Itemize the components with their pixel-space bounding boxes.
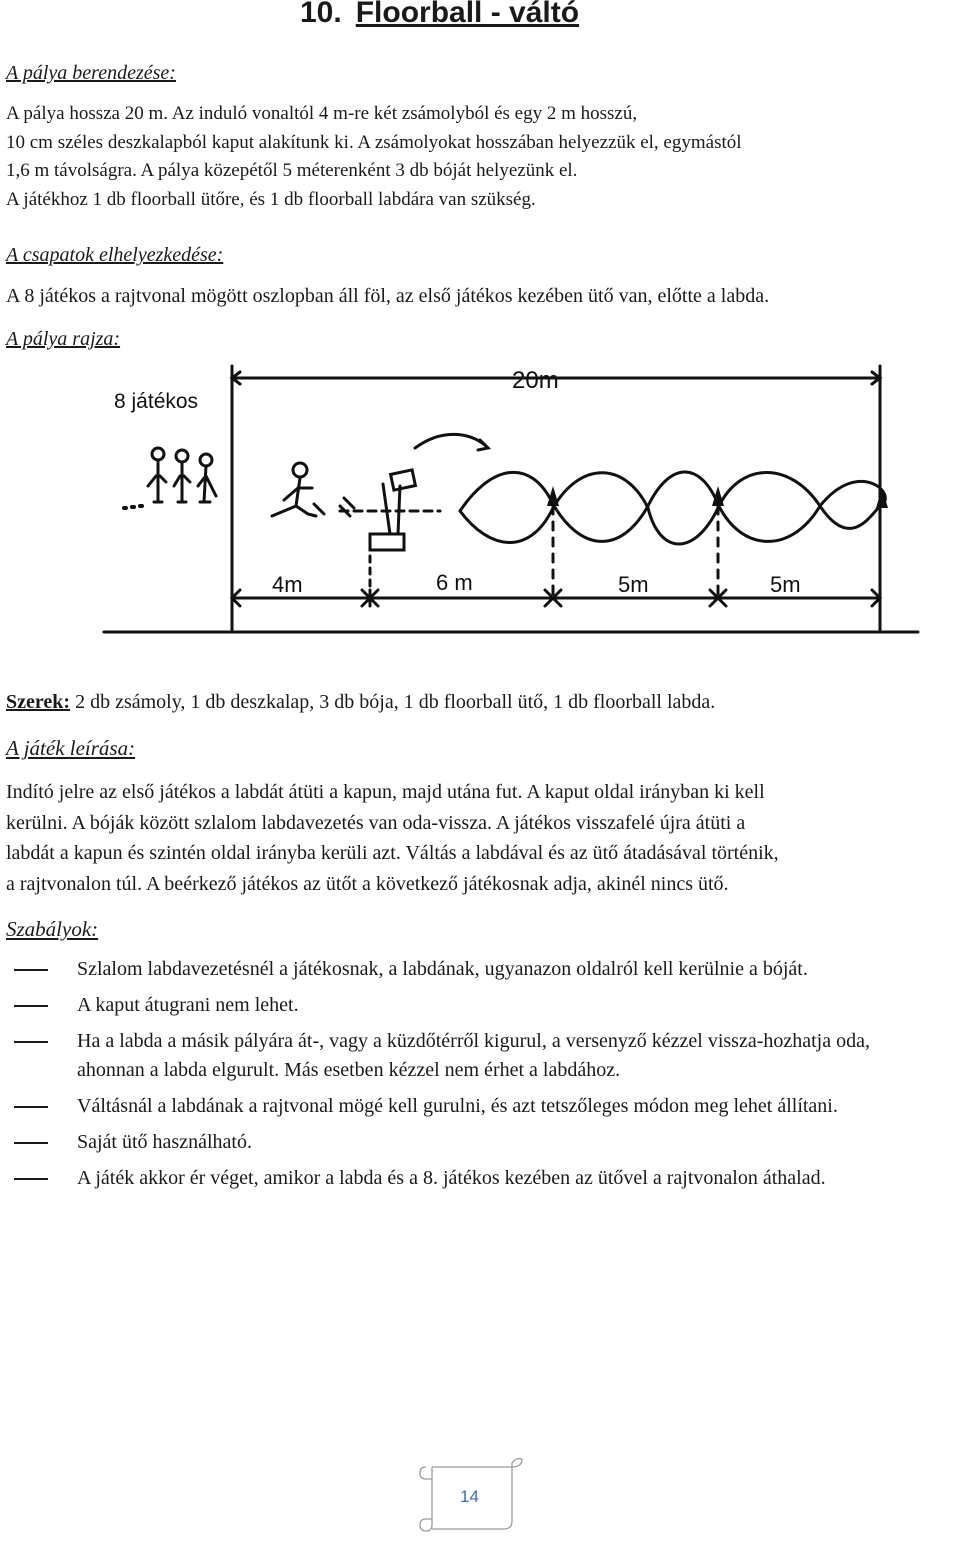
- dash-icon: [14, 969, 48, 971]
- slalom-path: [460, 472, 885, 544]
- equipment-line: 1,6 m távolságra. A pálya közepétől 5 méterenként 3 db bóját helyezünk el.: [6, 160, 578, 181]
- teams-text: A 8 játékos a rajtvonal mögött oszlopban áll föl, az első játékos kezében ütő van, előtte a labda.: [6, 285, 770, 307]
- description-line: Indító jelre az első játékos a labdát átüti a kapun, majd utána fut. A kaput oldal irányban ki kell: [6, 781, 765, 803]
- rules-heading: Szabályok:: [6, 917, 99, 941]
- equipment-paragraph: [6, 100, 742, 214]
- equipment-line: 10 cm széles deszkalapból kaput alakítunk ki. A zsámolyokat hosszában helyezzük el, egymástól: [6, 131, 742, 153]
- segment-label: 5m: [770, 572, 801, 597]
- description-line: a rajtvonalon túl. A beérkező játékos az ütőt a következő játékosnak adja, akinél nincs ütő.: [6, 872, 729, 895]
- rule-text: Saját ütő használható.: [77, 1131, 252, 1153]
- page-title: [300, 0, 579, 30]
- equipment-line: A játékhoz 1 db floorball ütőre, és 1 db floorball labdára van szükség.: [6, 188, 536, 210]
- teams-heading: A csapatok elhelyezkedése:: [6, 244, 224, 266]
- field-diagram: [100, 336, 920, 640]
- dash-icon: [14, 1041, 48, 1043]
- dash-icon: [14, 1005, 48, 1007]
- rule-item: [0, 1092, 940, 1121]
- players-label: 8 játékos: [114, 390, 199, 413]
- title-name: Floorball - váltó: [355, 0, 580, 29]
- rule-item: [0, 1128, 940, 1157]
- rules-list: [0, 955, 940, 1200]
- segment-label: 5m: [618, 572, 649, 597]
- equipment-list-text: 2 db zsámoly, 1 db deszkalap, 3 db bója, 1 db floorball ütő, 1 db floorball labda.: [70, 691, 716, 713]
- rule-text: A játék akkor ér véget, amikor a labda és a 8. játékos kezében az ütővel a rajtvonalon áthalad.: [77, 1167, 826, 1189]
- equipment-line: A pálya hossza 20 m. Az induló vonaltól 4 m-re két zsámolyból és egy 2 m hosszú,: [6, 103, 638, 124]
- rule-item: [0, 1164, 940, 1193]
- description-paragraph: [6, 777, 956, 899]
- rule-item: [0, 1027, 940, 1085]
- description-line: kerülni. A bóják között szlalom labdavezetés van oda-vissza. A játékos visszafelé újra átüti a: [6, 811, 746, 834]
- drawing-heading: A pálya rajza:: [6, 328, 121, 350]
- title-number: 10.: [300, 0, 342, 29]
- rule-text: Váltásnál a labdának a rajtvonal mögé kell gurulni, és azt tetszőleges módon meg lehet állítani.: [77, 1095, 838, 1117]
- equipment-heading: A pálya berendezése:: [6, 62, 176, 84]
- rule-item: [0, 955, 940, 984]
- segment-label: 6 m: [436, 570, 473, 595]
- dash-icon: [14, 1106, 48, 1108]
- dash-icon: [14, 1142, 48, 1144]
- page-number: 14: [460, 1487, 479, 1506]
- rule-text: Ha a labda a másik pályára át-, vagy a küzdőtérről kigurul, a versenyző kézzel vissza-hozhatja oda, ahonnan a labda elgurult. Más esetben kézzel nem érhet a labdához.: [77, 1030, 870, 1081]
- equipment-list-label: Szerek:: [6, 691, 71, 713]
- description-heading: A játék leírása:: [6, 736, 136, 760]
- rule-text: A kaput átugrani nem lehet.: [77, 994, 299, 1016]
- rule-text: Szlalom labdavezetésnél a játékosnak, a labdának, ugyanazon oldalról kell kerülnie a bóját.: [77, 958, 808, 980]
- description-line: labdát a kapun és szintén oldal irányba kerüli azt. Váltás a labdával és az ütő átadásával történik,: [6, 842, 779, 864]
- segment-label: 4m: [272, 572, 303, 597]
- equipment-list: [6, 687, 956, 718]
- dash-icon: [14, 1178, 48, 1180]
- total-length-label: 20m: [512, 367, 559, 394]
- rule-item: [0, 991, 940, 1020]
